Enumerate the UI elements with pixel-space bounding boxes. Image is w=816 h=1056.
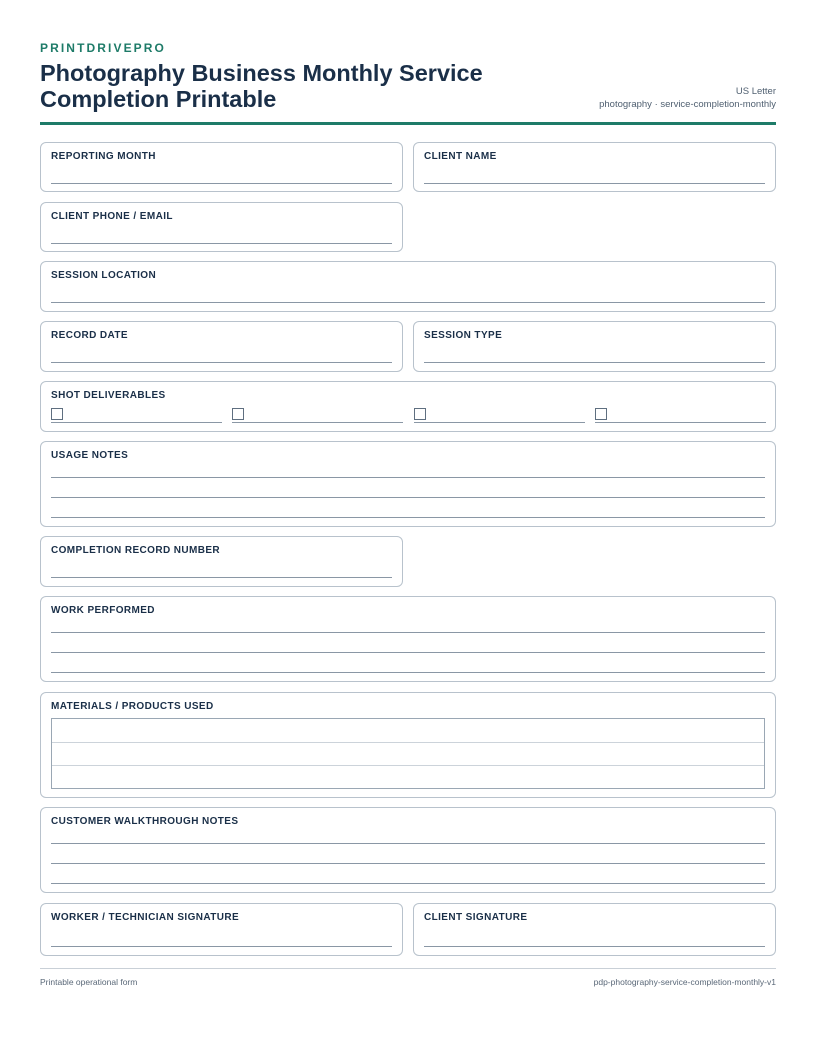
reporting-month-label: REPORTING MONTH [51,151,156,162]
deliverable-item-4[interactable] [595,408,766,423]
form-id: pdp-photography-service-completion-monthly-v1 [593,977,776,987]
client-signature-label: CLIENT SIGNATURE [424,912,528,923]
usage-notes-label: USAGE NOTES [51,450,129,461]
completion-record-number-field[interactable] [40,536,403,587]
deliverable-item-2[interactable] [232,408,403,423]
walkthrough-notes-line-2[interactable] [51,863,765,864]
worker-signature-field[interactable] [40,903,403,956]
header-divider [40,122,776,125]
work-performed-label: WORK PERFORMED [51,605,155,616]
completion-record-number-line[interactable] [51,577,392,578]
shot-deliverables-field [40,381,776,432]
form-page [40,0,776,1056]
worker-signature-line[interactable] [51,946,392,947]
usage-notes-line-3[interactable] [51,517,765,518]
reporting-month-line[interactable] [51,183,392,184]
walkthrough-notes-field[interactable] [40,807,776,893]
worker-signature-label: WORKER / TECHNICIAN SIGNATURE [51,912,240,923]
client-contact-label: CLIENT PHONE / EMAIL [51,211,173,222]
deliverable-checkbox-1[interactable] [51,408,63,420]
work-performed-line-1[interactable] [51,632,765,633]
footer-divider [40,968,776,969]
client-signature-field[interactable] [413,903,776,956]
session-type-line[interactable] [424,362,765,363]
work-performed-line-3[interactable] [51,672,765,673]
paper-size: US Letter [735,86,776,97]
deliverable-checkbox-2[interactable] [232,408,244,420]
client-name-line[interactable] [424,183,765,184]
materials-row-divider [52,742,764,743]
footer-caption: Printable operational form [40,977,138,987]
materials-row-divider [52,765,764,766]
document-tags: photography · service-completion-monthly [599,99,776,110]
session-location-field[interactable] [40,261,776,312]
work-performed-field[interactable] [40,596,776,682]
usage-notes-field[interactable] [40,441,776,527]
record-date-label: RECORD DATE [51,330,128,341]
page-title: Photography Business Monthly Service Completion Printable [40,60,483,112]
shot-deliverables-label: SHOT DELIVERABLES [51,390,166,401]
walkthrough-notes-line-1[interactable] [51,843,765,844]
deliverable-checkbox-4[interactable] [595,408,607,420]
client-signature-line[interactable] [424,946,765,947]
materials-table [51,718,765,789]
document-meta [599,85,776,111]
work-performed-line-2[interactable] [51,652,765,653]
client-name-field[interactable] [413,142,776,192]
client-contact-line[interactable] [51,243,392,244]
session-location-label: SESSION LOCATION [51,270,157,281]
usage-notes-line-1[interactable] [51,477,765,478]
session-location-line[interactable] [51,302,765,303]
deliverable-item-3[interactable] [414,408,585,423]
materials-field [40,692,776,798]
walkthrough-notes-label: CUSTOMER WALKTHROUGH NOTES [51,816,239,827]
record-date-line[interactable] [51,362,392,363]
session-type-field[interactable] [413,321,776,372]
client-name-label: CLIENT NAME [424,151,497,162]
reporting-month-field[interactable] [40,142,403,192]
deliverable-checkbox-3[interactable] [414,408,426,420]
brand-name: PRINTDRIVEPRO [40,41,166,55]
walkthrough-notes-line-3[interactable] [51,883,765,884]
usage-notes-line-2[interactable] [51,497,765,498]
session-type-label: SESSION TYPE [424,330,503,341]
client-contact-field[interactable] [40,202,403,252]
completion-record-number-label: COMPLETION RECORD NUMBER [51,545,221,556]
materials-label: MATERIALS / PRODUCTS USED [51,701,214,712]
deliverable-item-1[interactable] [51,408,222,423]
record-date-field[interactable] [40,321,403,372]
